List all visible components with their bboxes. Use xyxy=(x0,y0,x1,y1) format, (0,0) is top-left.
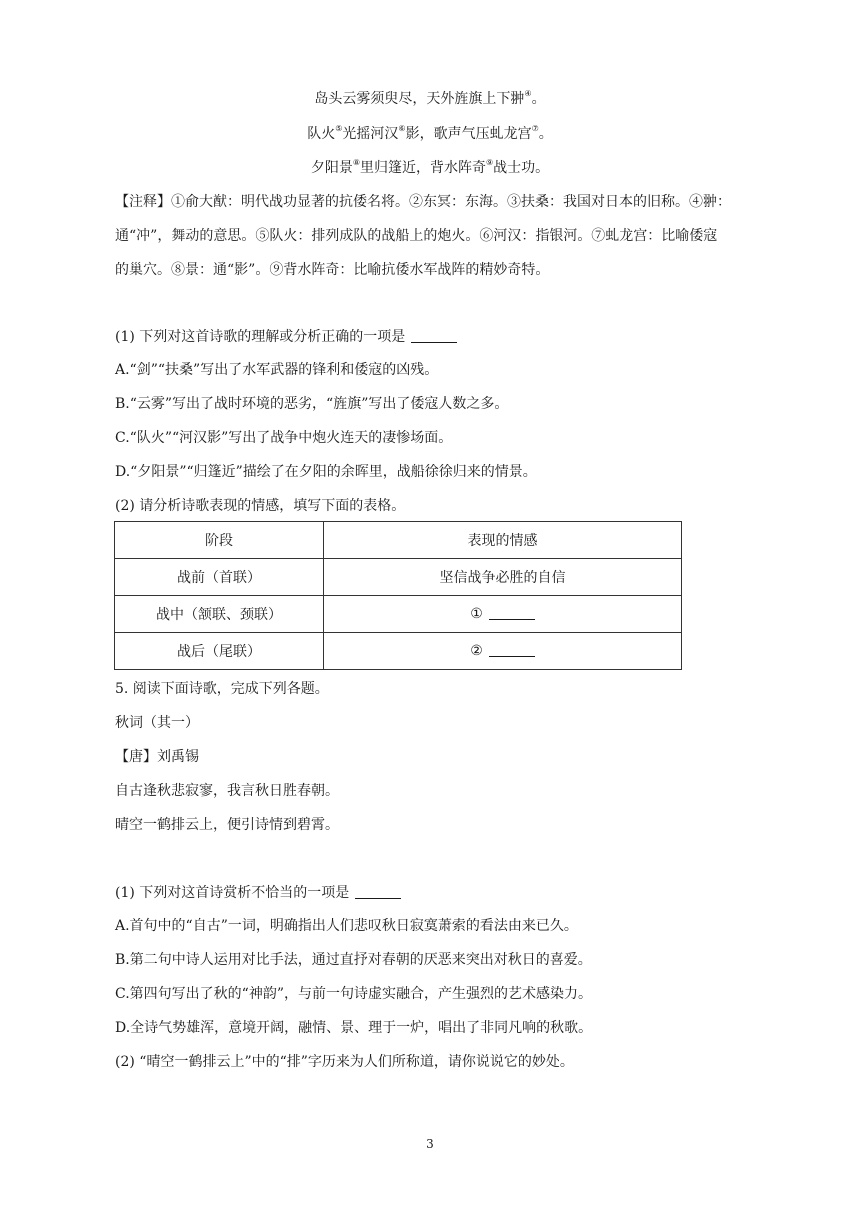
table-row xyxy=(115,596,682,633)
table-header-row xyxy=(115,522,682,559)
option-b: B.第二句中诗人运用对比手法，通过直抒对春朝的厌恶来突出对秋日的喜爱。 xyxy=(115,952,592,968)
option-d: D.“夕阳景”“归篷近”描绘了在夕阳的余晖里，战船徐徐归来的情景。 xyxy=(115,464,537,480)
table-cell: 战中（颔联、颈联） xyxy=(115,596,324,633)
table-cell: 战后（尾联） xyxy=(115,633,324,670)
option-a: A.“剑”“扶桑”写出了水军武器的锋利和倭寇的凶残。 xyxy=(115,362,439,378)
answer-blank xyxy=(489,643,535,657)
table-cell: 坚信战争必胜的自信 xyxy=(324,559,682,596)
question-text: (1) 下列对这首诗赏析不恰当的一项是 xyxy=(115,883,401,903)
option-b: B.“云雾”写出了战时环境的恶劣，“旌旗”写出了倭寇人数之多。 xyxy=(115,396,509,412)
table-row xyxy=(115,633,682,670)
answer-blank xyxy=(411,329,457,343)
table-header: 表现的情感 xyxy=(324,522,682,559)
annotation-text: 的巢穴。⑧景：通“影”。⑨背水阵奇：比喻抗倭水军战阵的精妙奇特。 xyxy=(115,262,550,278)
poem-line: 晴空一鹤排云上，便引诗情到碧霄。 xyxy=(115,817,339,833)
poem-line: 岛头云雾须臾尽，天外旌旗上下翀④。 xyxy=(314,89,546,107)
poem-title: 秋词（其一） xyxy=(115,715,199,731)
annotation-text: 【注释】①俞大猷：明代战功显著的抗倭名将。②东冥：东海。③扶桑：我国对日本的旧称。④翀： xyxy=(115,194,731,210)
poem-line: 自古逢秋悲寂寥，我言秋日胜春朝。 xyxy=(115,783,339,799)
question-text: (1) 下列对这首诗歌的理解或分析正确的一项是 xyxy=(115,327,457,347)
question-heading: 5. 阅读下面诗歌，完成下列各题。 xyxy=(115,681,329,697)
option-d: D.全诗气势雄浑，意境开阔，融情、景、理于一炉，唱出了非同凡响的秋歌。 xyxy=(115,1020,593,1036)
option-c: C.“队火”“河汉影”写出了战争中炮火连天的凄惨场面。 xyxy=(115,430,453,446)
option-a: A.首句中的“自古”一词，明确指出人们悲叹秋日寂寞萧索的看法由来已久。 xyxy=(115,918,578,934)
table-header: 阶段 xyxy=(115,522,324,559)
poem-line: 夕阳景⑧里归篷近，背水阵奇⑨战士功。 xyxy=(310,158,550,176)
answer-blank xyxy=(489,606,535,620)
table-cell: ① xyxy=(324,596,682,633)
table-cell: ② xyxy=(324,633,682,670)
annotation-text: 通“冲”，舞动的意思。⑤队火：排列成队的战船上的炮火。⑥河汉：指银河。⑦虬龙宫：比喻倭寇 xyxy=(115,228,718,244)
poem-line: 队火⑤光摇河汉⑥影，歌声气压虬龙宫⑦。 xyxy=(307,124,553,142)
page-number: 3 xyxy=(426,1137,434,1151)
table-row xyxy=(115,559,682,596)
poem-author: 【唐】刘禹锡 xyxy=(115,749,199,765)
table-cell: 战前（首联） xyxy=(115,559,324,596)
option-c: C.第四句写出了秋的“神韵”，与前一句诗虚实融合，产生强烈的艺术感染力。 xyxy=(115,986,592,1002)
question-text: (2) 请分析诗歌表现的情感，填写下面的表格。 xyxy=(115,498,406,514)
question-text: (2) “晴空一鹤排云上”中的“排”字历来为人们所称道，请你说说它的妙处。 xyxy=(115,1054,574,1070)
emotion-table xyxy=(114,521,682,670)
answer-blank xyxy=(355,885,401,899)
